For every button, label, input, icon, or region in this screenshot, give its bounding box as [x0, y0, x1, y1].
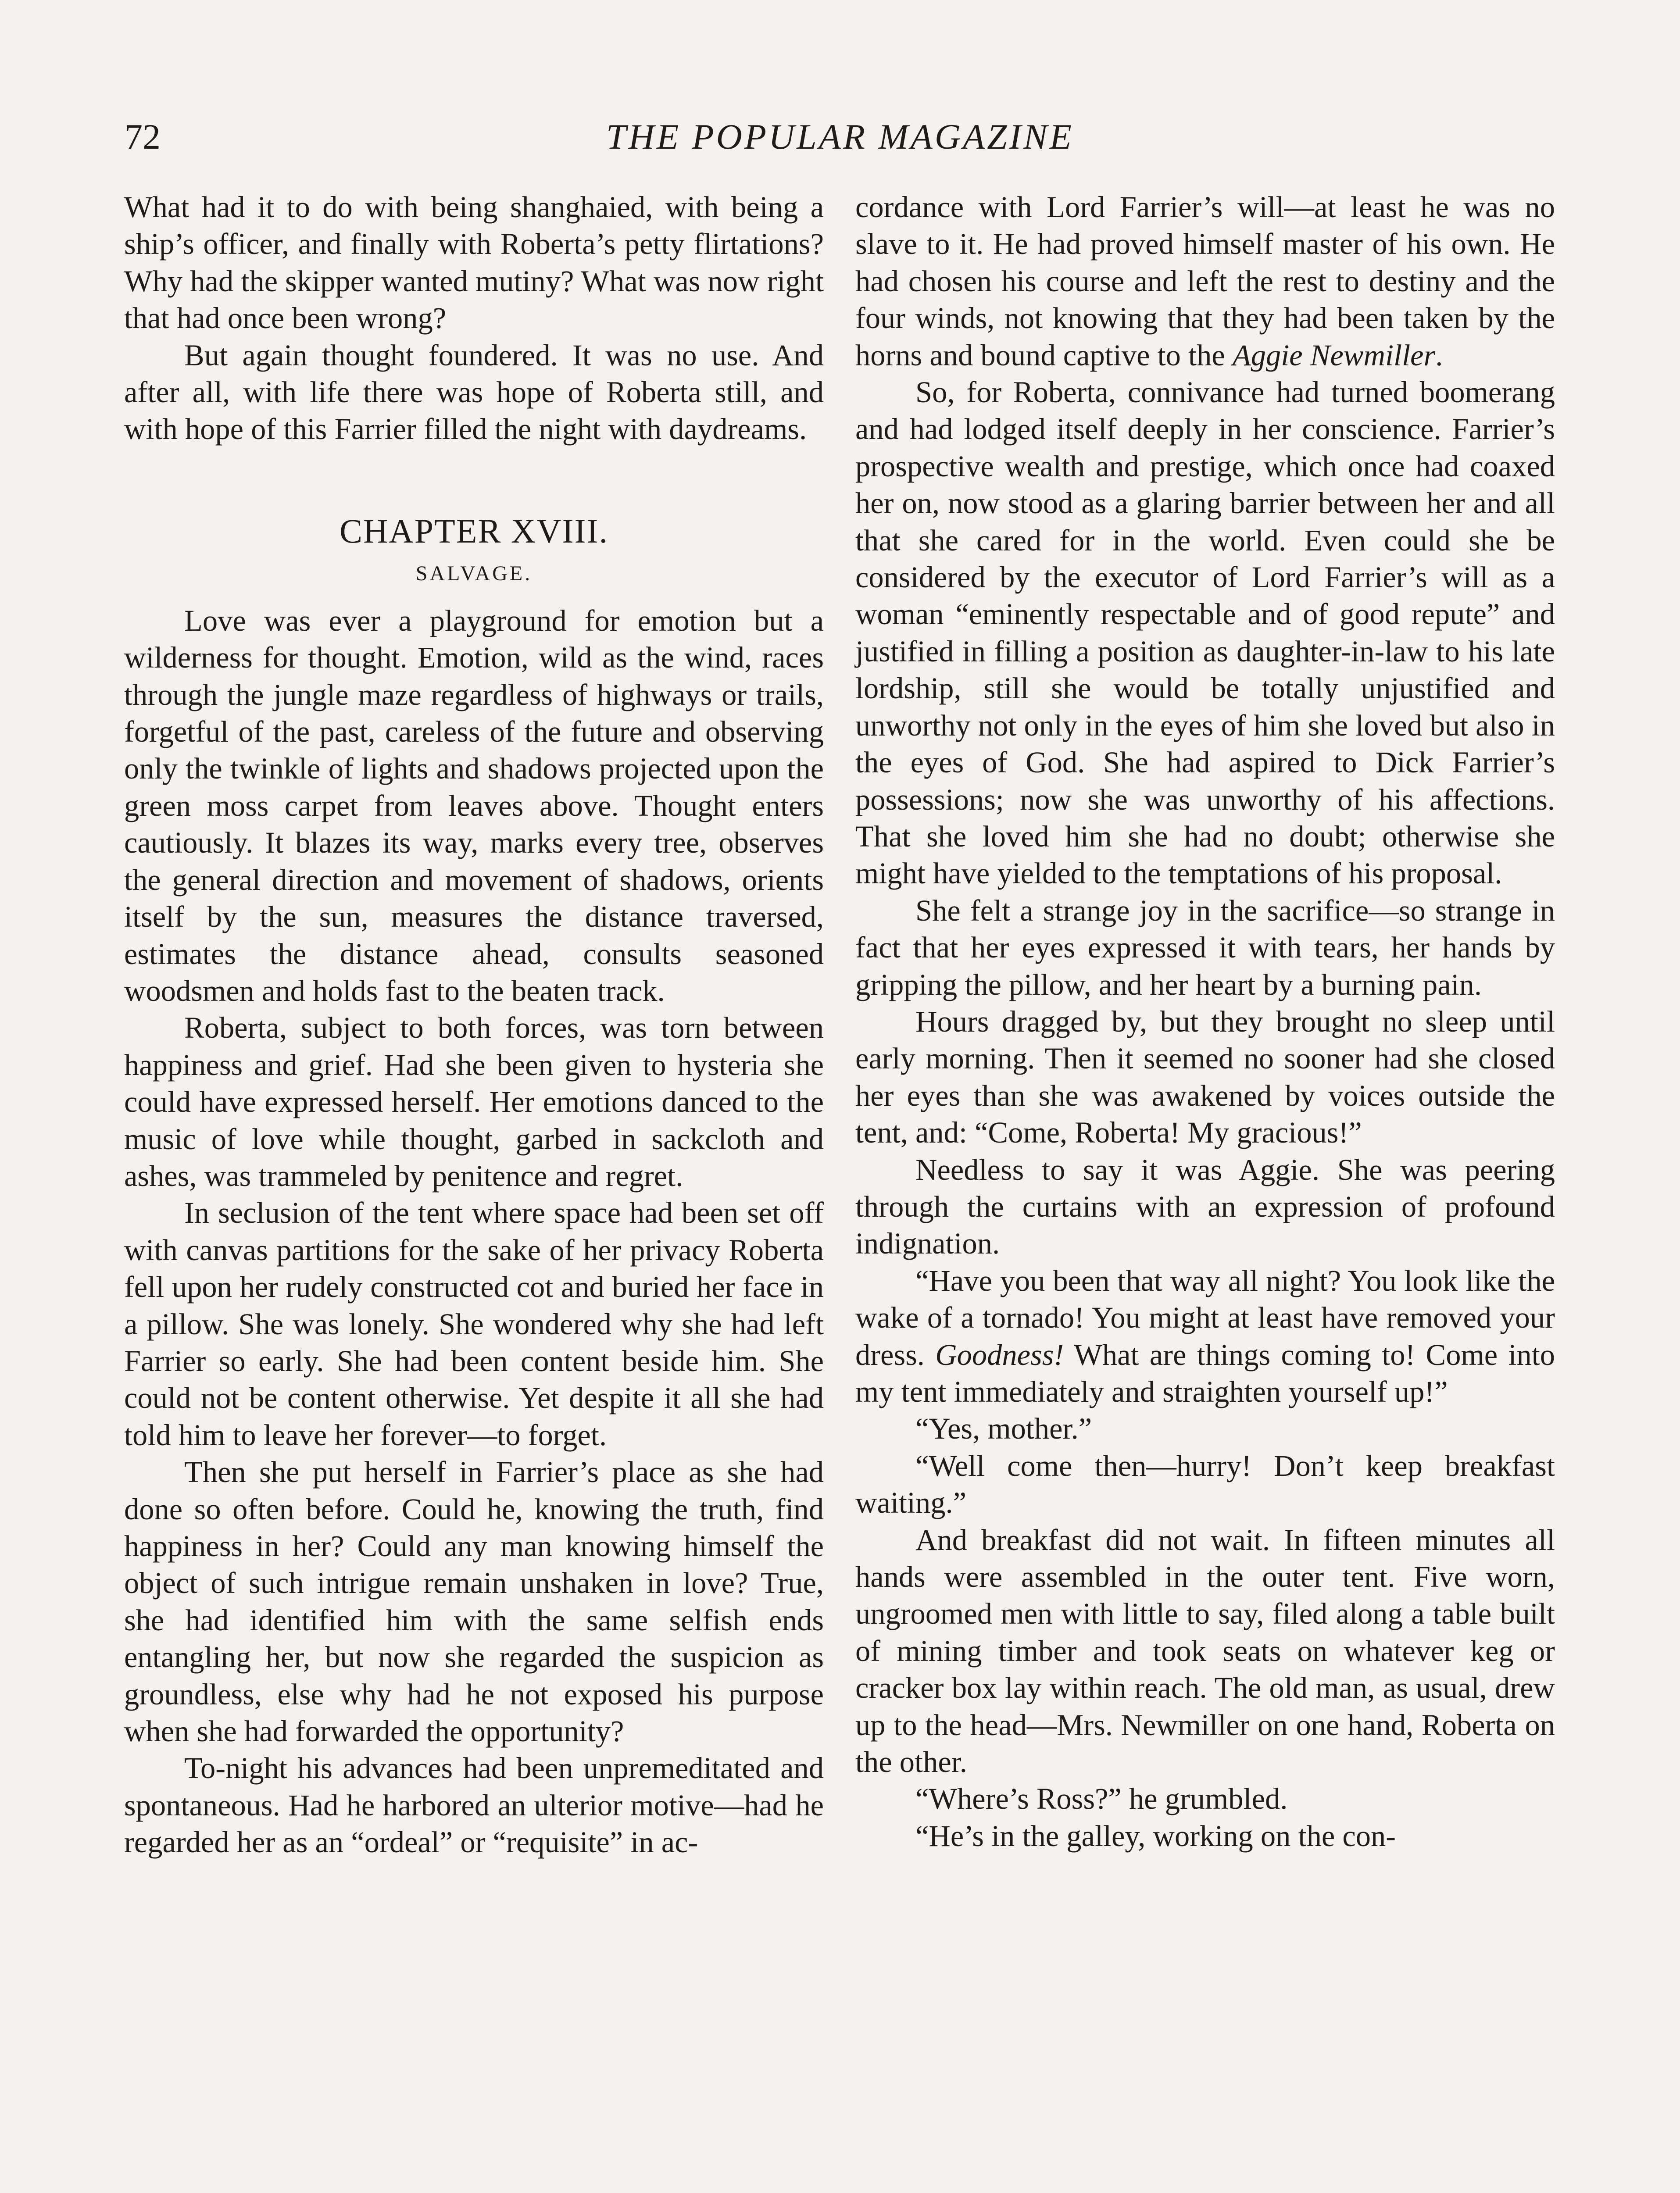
- page-header: [118, 110, 1562, 162]
- paragraph: But again thought foundered. It was no use. And after all, with life there was hope of Roberta still, and with hope of this Farrier filled the night with daydreams.: [124, 338, 824, 446]
- continuation-text: cordance with Lord Farrier’s will—at least he was no slave to it. He had proved himself master of his own. He had chosen his course and left the rest to destiny and the four winds, not knowing that they had been taken by the horns and bound captive to the: [855, 190, 1555, 372]
- left-column: [124, 189, 824, 1861]
- quote-text-end: What are things coming to! Come into my tent immediately and straighten yourself up!”: [855, 1338, 1555, 1408]
- paragraph: She felt a strange joy in the sacrifice—so strange in fact that her eyes expressed it with tears, her hands by gripping the pillow, and her heart by a burning pain.: [855, 893, 1555, 1001]
- paragraph: Love was ever a playground for emotion but a wilderness for thought. Emotion, wild as the wind, races through the jungle maze regardless of highways or trails, forgetful of the past, careless of the future and observing only the twinkle of lights and shadows projected upon the green moss carpet from leaves above. Thought enters cautiously. It blazes its way, marks every tree, observes the general direction and movement of shadows, orients itself by the sun, measures the distance traversed, estimates the distance ahead, consults seasoned woodsmen and holds fast to the beaten track.: [124, 604, 824, 1007]
- paragraph: “He’s in the galley, working on the con-: [915, 1819, 1396, 1853]
- paragraph: Needless to say it was Aggie. She was peering through the curtains with an expression of profound indignation.: [855, 1153, 1555, 1261]
- paragraph: In seclusion of the tent where space had been set off with canvas partitions for the sake of her privacy Roberta fell upon her rudely constructed cot and buried her face in a pillow. She was lonely. She wondered why she had left Farrier so early. She had been content beside him. She could not be content otherwise. Yet despite it all she had told him to leave her forever—to forget.: [124, 1196, 824, 1452]
- paragraph: “Yes, mother.”: [915, 1412, 1092, 1446]
- ship-name: Aggie Newmiller: [1232, 338, 1436, 372]
- paragraph: To-night his advances had been unpremeditated and spontaneous. Had he harbored an ulterior motive—had he regarded her as an “ordeal” or “requisite” in ac-: [124, 1751, 824, 1859]
- paragraph: Hours dragged by, but they brought no sleep until early morning. Then it seemed no sooner had she closed her eyes than she was awakened by voices outside the tent, and: “Come, Roberta! My gracious!”: [855, 1004, 1555, 1150]
- paragraph: Roberta, subject to both forces, was torn between happiness and grief. Had she been given to hysteria she could have expressed herself. Her emotions danced to the music of love while thought, garbed in sackcloth and ashes, was trammeled by penitence and regret.: [124, 1011, 824, 1193]
- chapter-title: CHAPTER XVIII.: [340, 511, 608, 550]
- quote-text: “Have you been that way all night? You look like the wake of a tornado! You might at least have removed your dress.: [855, 1264, 1555, 1372]
- paragraph: [855, 1262, 1555, 1411]
- paragraph: Then she put herself in Farrier’s place as she had done so often before. Could he, knowing the truth, find happiness in her? Could any man knowing himself the object of such intrigue remain unshaken in love? True, she had identified him with the same selfish ends entangling her, but now she regarded the suspicion as groundless, else why had he not exposed his purpose when she had forwarded the opportunity?: [124, 1455, 824, 1748]
- paragraph: “Where’s Ross?” he grumbled.: [915, 1782, 1288, 1816]
- quote-emphasis: Goodness!: [935, 1338, 1064, 1372]
- paragraph: “Well come then—hurry! Don’t keep breakfast waiting.”: [855, 1449, 1555, 1520]
- right-column: [855, 189, 1555, 1854]
- chapter-subtitle: SALVAGE.: [415, 561, 533, 585]
- paragraph-continuation: [855, 189, 1555, 374]
- page-number: 72: [125, 117, 161, 157]
- paragraph: What had it to do with being shanghaied, with being a ship’s officer, and finally with Roberta’s petty flirtations? Why had the skipper wanted mutiny? What was now right that had once been wrong?: [124, 190, 824, 335]
- continuation-end: .: [1435, 338, 1443, 372]
- running-title: THE POPULAR MAGAZINE: [606, 117, 1074, 157]
- paragraph: And breakfast did not wait. In fifteen minutes all hands were assembled in the outer tent. Five worn, ungroomed men with little to say, filed along a table built of mining timber and took seats on whatever keg or cracker box lay within reach. The old man, as usual, drew up to the head—Mrs. Newmiller on one hand, Roberta on the other.: [855, 1523, 1555, 1779]
- paragraph: So, for Roberta, connivance had turned boomerang and had lodged itself deeply in her conscience. Farrier’s prospective wealth and prestige, which once had coaxed her on, now stood as a glaring barrier between her and all that she cared for in the world. Even could she be considered by the executor of Lord Farrier’s will as a woman “eminently respectable and of good repute” and justified in filling a position as daughter-in-law to his late lordship, still she would be totally unjustified and unworthy not only in the eyes of him she loved but also in the eyes of God. She had aspired to Dick Farrier’s possessions; now she was unworthy of his affections. That she loved him she had no doubt; otherwise she might have yielded to the temptations of his proposal.: [855, 375, 1555, 890]
